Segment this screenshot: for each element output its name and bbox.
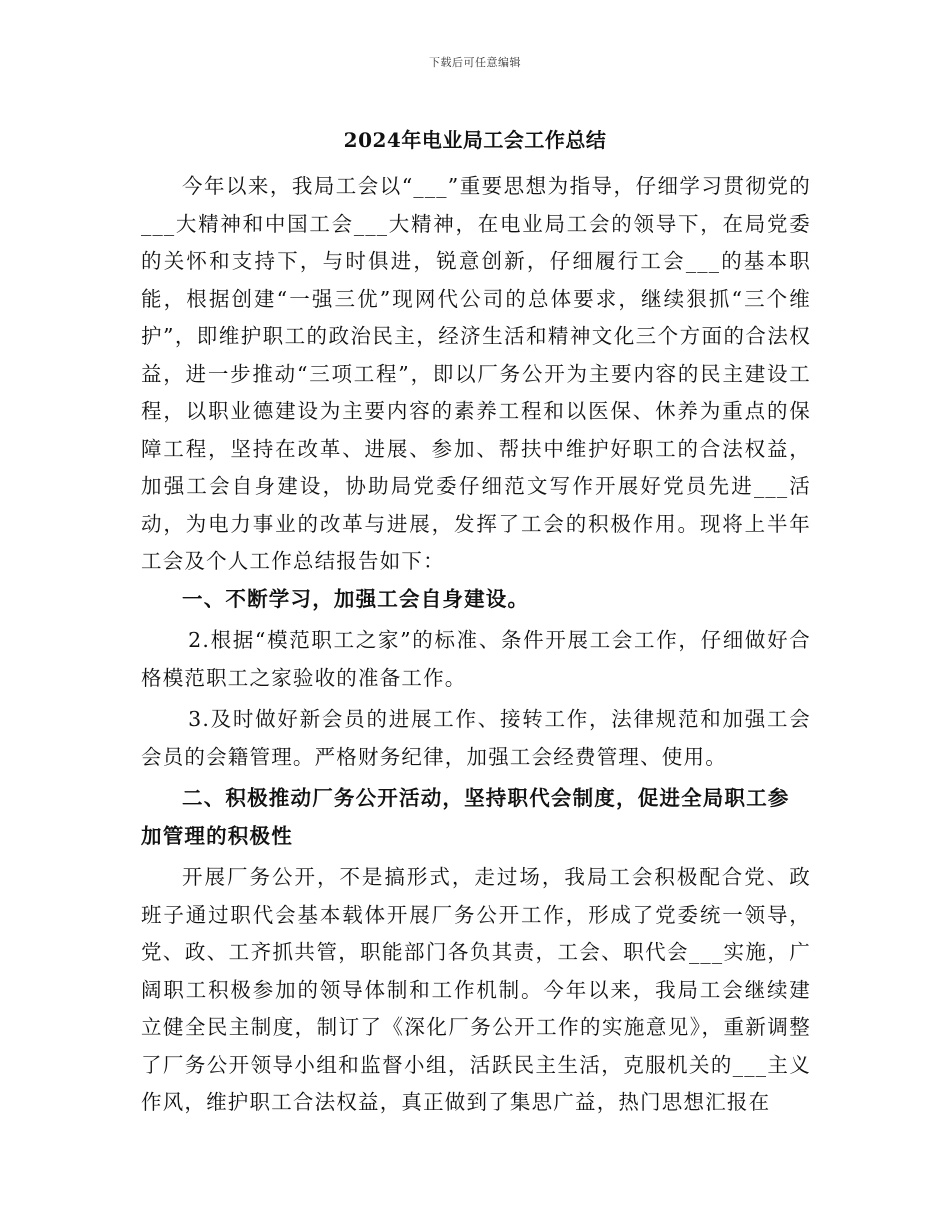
section-heading-2: 二、积极推动厂务公开活动，坚持职代会制度，促进全局职工参加管理的积极性 <box>141 786 790 848</box>
intro-paragraph: 今年以来，我局工会以“___”重要思想为指导，仔细学习贯彻党的___大精神和中国工会___大精神，在电业局工会的领导下，在局党委的关怀和支持下，与时俱进，锐意创新，仔细履行工会___的基本职能，根据创建“一强三优”现网代公司的总体要求，继续狠抓“三个维护”，即维护职工的政治民主，经济生活和精神文化三个方面的合法权益，进一步推动“三项工程”，即以厂务公开为主要内容的民主建设工程，以职业德建设为主要内容的素养工程和以医保、休养为重点的保障工程，坚持在改革、进展、参加、帮扶中维护好职工的合法权益，加强工会自身建设，协助局党委仔细范文写作开展好党员先进___活动，为电力事业的改革与进展，发挥了工会的积极作用。现将上半年工会及个人工作总结报告如下： <box>141 174 811 573</box>
list-item-2: 2.根据“模范职工之家”的标准、条件开展工会工作，仔细做好合格模范职工之家验收的准备工作。 <box>141 628 811 690</box>
document-title: 2024年电业局工会工作总结 <box>343 128 607 152</box>
document-body <box>141 168 811 1122</box>
section-2-paragraph: 开展厂务公开，不是搞形式，走过场，我局工会积极配合党、政班子通过职代会基本载体开展厂务公开工作，形成了党委统一领导，党、政、工齐抓共管，职能部门各负其责，工会、职代会___实施，广阔职工积极参加的领导体制和工作机制。今年以来，我局工会继续建立健全民主制度，制订了《深化厂务公开工作的实施意见》，重新调整了厂务公开领导小组和监督小组，活跃民主生活，克服机关的___主义作风，维护职工合法权益，真正做到了集思广益，热门思想汇报在 <box>141 865 811 1114</box>
header-note: 下载后可任意编辑 <box>429 56 521 69</box>
list-item-3: 3.及时做好新会员的进展工作、接转工作，法律规范和加强工会会员的会籍管理。严格财务纪律，加强工会经费管理、使用。 <box>141 707 811 769</box>
section-heading-1: 一、不断学习，加强工会自身建设。 <box>182 586 530 611</box>
